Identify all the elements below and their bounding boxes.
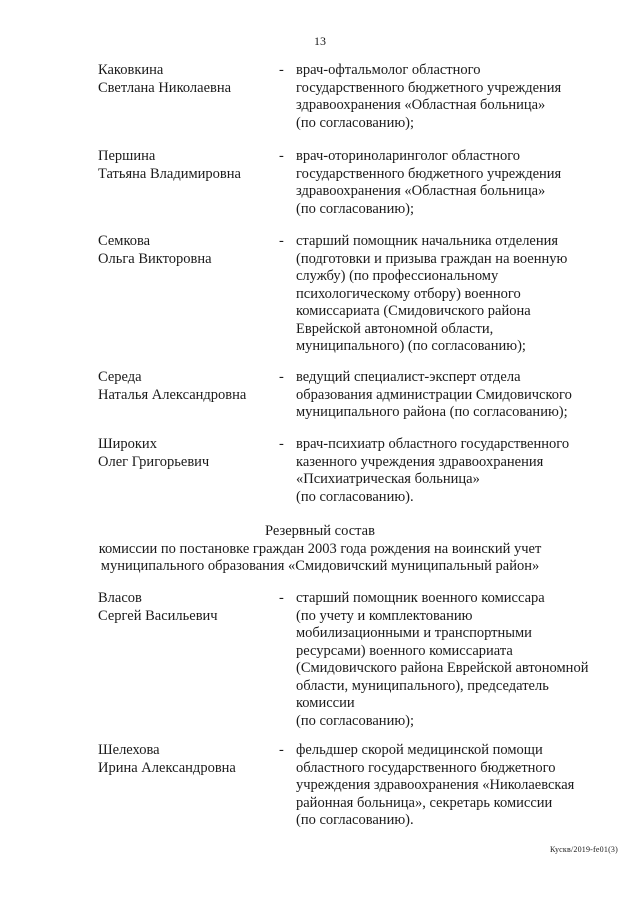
position-line: учреждения здравоохранения «Николаевская [296,777,575,793]
member-position [296,369,626,422]
position-line: старший помощник военного комиссара [296,590,545,606]
position-line: (Смидовичского района Еврейской автономной [296,660,589,676]
dash: - [279,436,284,452]
dash: - [279,233,284,249]
member-given-names: Ольга Викторовна [98,250,212,267]
member-given-names: Татьяна Владимировна [98,165,241,182]
page-number: 13 [314,34,326,48]
position-line: (по согласованию); [296,200,415,217]
member-given-names: Сергей Васильевич [98,607,218,624]
position-line: ресурсами) военного комиссариата [296,642,513,659]
position-line: старший помощник начальника отделения [296,233,559,249]
position-line: области, муниципального), председатель [296,677,549,694]
reserve-section-heading [0,523,640,576]
position-line: областного государственного бюджетного [296,759,556,776]
position-line: районная больница», секретарь комиссии [296,794,553,811]
member-name [98,369,278,404]
member-name [98,62,278,97]
member-surname: Семкова [98,233,151,249]
member-position [296,148,626,218]
member-position [296,233,626,356]
reserve-section-subtitle: комиссии по постановке граждан 2003 года рождения на воинский учет [98,540,542,557]
position-line: комиссариата (Смидовичского района [296,303,531,319]
position-line: (по согласованию). [296,488,414,505]
dash: - [279,742,284,758]
member-surname: Середа [98,369,142,385]
dash: - [279,62,284,78]
member-given-names: Ирина Александровна [98,759,236,776]
member-name [98,590,278,625]
position-line: государственного бюджетного учреждения [296,79,562,96]
member-position [296,62,626,132]
position-line: здравоохранения «Областная больница» [296,97,546,113]
position-line: казенного учреждения здравоохранения [296,453,544,470]
position-line: здравоохранения «Областная больница» [296,183,546,199]
position-line: комиссии [296,695,355,711]
position-line: (по согласованию); [296,114,415,131]
position-line: врач-оториноларинголог областного [296,148,521,164]
position-line: муниципального района (по согласованию); [296,404,568,420]
position-line: ведущий специалист-эксперт отдела [296,369,521,385]
position-line: государственного бюджетного учреждения [296,165,562,182]
position-line: фельдшер скорой медицинской помощи [296,742,543,758]
member-name [98,436,278,471]
dash: - [279,369,284,385]
member-given-names: Наталья Александровна [98,386,247,403]
position-line: Еврейской автономной области, [296,320,494,337]
position-line: врач-офтальмолог областного [296,62,481,78]
position-line: образования администрации Смидовичского [296,386,572,403]
position-line: (по согласованию). [296,812,414,828]
position-line: (по согласованию); [296,712,415,729]
position-line: врач-психиатр областного государственного [296,436,570,452]
member-surname: Першина [98,148,156,164]
dash: - [279,148,284,164]
dash: - [279,590,284,606]
position-line: (подготовки и призыва граждан на военную [296,250,568,267]
member-surname: Широких [98,436,157,452]
reserve-section-title: Резервный состав [265,523,375,539]
position-line: психологическому отбору) военного [296,285,521,302]
position-line: (по учету и комплектованию [296,607,473,624]
reserve-section-subtitle: муниципального образования «Смидовичский муниципальный район» [100,558,540,574]
member-name [98,742,278,777]
member-name [98,148,278,183]
member-name [98,233,278,268]
member-given-names: Олег Григорьевич [98,453,210,470]
member-given-names: Светлана Николаевна [98,79,232,96]
position-line: «Психиатрическая больница» [296,471,480,487]
member-position [296,590,626,730]
member-surname: Шелехова [98,742,160,758]
member-position [296,742,626,830]
member-position [296,436,626,506]
position-line: муниципального) (по согласованию); [296,338,526,354]
position-line: службу) (по профессиональному [296,268,499,284]
member-surname: Каковкина [98,62,164,78]
member-surname: Власов [98,590,142,606]
position-line: мобилизационными и транспортными [296,625,532,641]
document-footer-code: Кускв/2019-fe01(3) [550,845,618,854]
